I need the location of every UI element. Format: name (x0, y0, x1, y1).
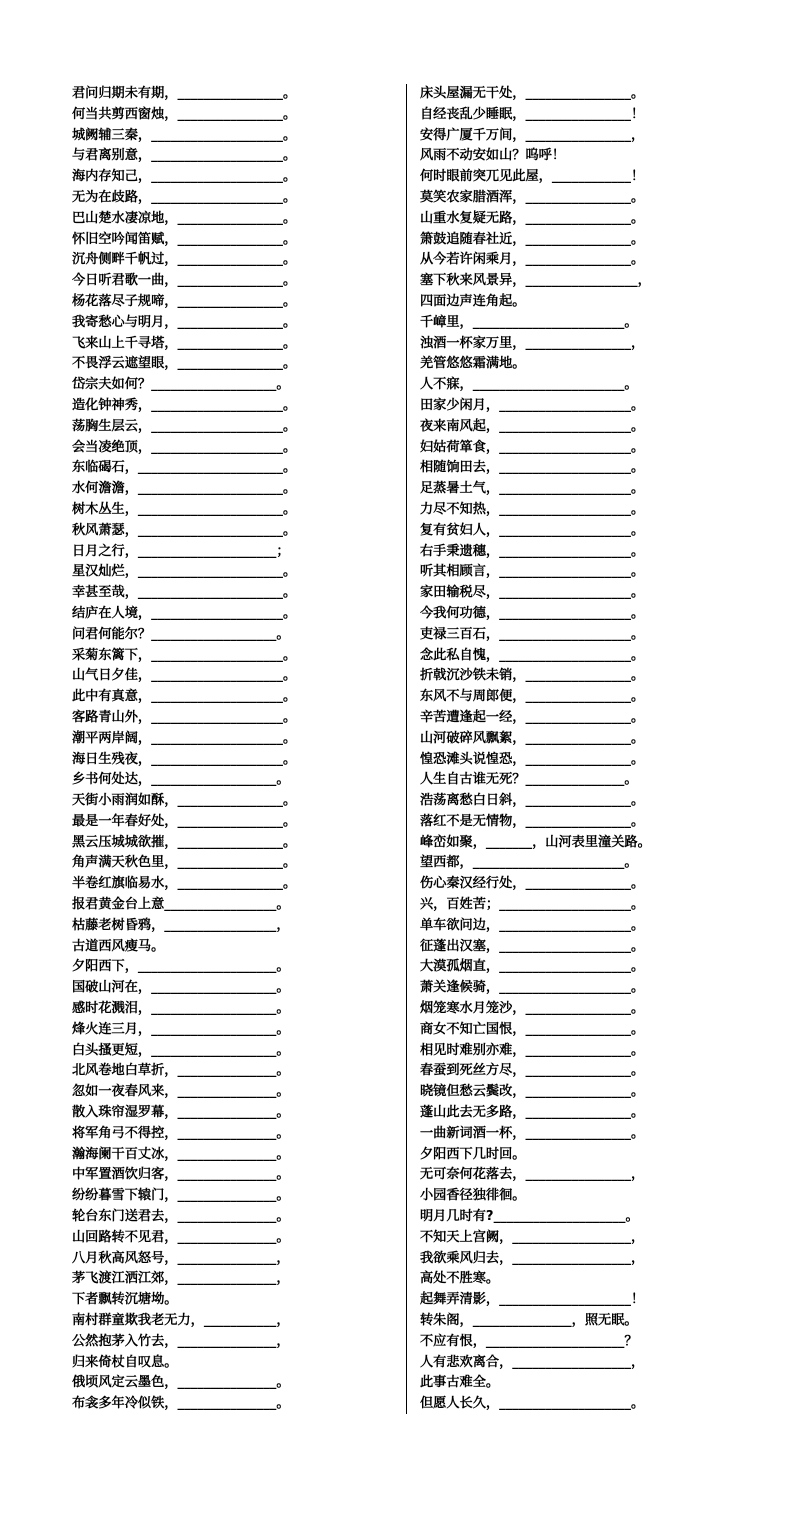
poem-line: 散入珠帘湿罗幕，_______________。 (72, 1105, 290, 1121)
poem-line: 怀旧空吟闻笛赋，________________。 (72, 231, 297, 247)
poem-line: 征蓬出汉塞，____________________。 (420, 938, 645, 954)
poem-line: 夕阳西下几时回。 (420, 1146, 526, 1162)
poem-line: 巴山楚水凄凉地，________________。 (72, 210, 297, 226)
poem-line: 千嶂里，_______________________。 (420, 314, 638, 330)
poem-line: 折戟沉沙铁未销，________________。 (420, 668, 645, 684)
poem-line: 此中有真意，____________________。 (72, 689, 297, 705)
poem-line: 归来倚杖自叹息。 (72, 1354, 178, 1370)
poem-line: 俄顷风定云墨色，_______________。 (72, 1375, 290, 1391)
poem-line: 茅飞渡江洒江郊，_______________， (72, 1271, 290, 1287)
poem-line: 浩荡离愁白日斜，________________。 (420, 793, 645, 809)
poem-line: 箫鼓追随春社近，________________。 (420, 231, 645, 247)
poem-line: 山回路转不见君，_______________。 (72, 1229, 290, 1245)
poem-line: 树木丛生，______________________。 (72, 501, 297, 517)
poem-line: 北风卷地白草折，_______________。 (72, 1063, 290, 1079)
poem-line: 但愿人长久，____________________。 (420, 1396, 645, 1412)
poem-line: 古道西风瘦马。 (72, 938, 165, 954)
poem-line: 峰峦如聚，_______，山河表里潼关路。 (420, 834, 651, 850)
poem-line: 吏禄三百石，____________________。 (420, 626, 645, 642)
poem-line: 日月之行，_____________________； (72, 543, 290, 559)
poem-line: 听其相顾言，____________________。 (420, 564, 645, 580)
poem-line: 东临碣石，______________________。 (72, 460, 297, 476)
poem-line: 角声满天秋色里，________________。 (72, 855, 297, 871)
poem-line: 不知天上宫阙，__________________， (420, 1229, 645, 1245)
poem-line: 瀚海阑干百丈冰，_______________。 (72, 1146, 290, 1162)
poem-line: 从今若许闲乘月，________________。 (420, 252, 645, 268)
poem-line: 足蒸暑土气，____________________。 (420, 481, 645, 497)
poem-line: 杨花落尽子规啼，________________。 (72, 293, 297, 309)
poem-line: 相见时难别亦难，________________。 (420, 1042, 645, 1058)
poem-line: 海内存知己，____________________。 (72, 169, 297, 185)
poem-line: 落红不是无情物，________________。 (420, 813, 645, 829)
poem-line: 采菊东篱下，____________________。 (72, 647, 297, 663)
poem-line: 报君黄金台上意_________________。 (72, 897, 290, 913)
poem-line: 相随饷田去，____________________。 (420, 460, 645, 476)
poem-line: 高处不胜寒。 (420, 1271, 500, 1287)
poem-line: 惶恐滩头说惶恐，________________。 (420, 751, 645, 767)
poem-line: 兴，百姓苦；____________________。 (420, 897, 645, 913)
poem-line: 客路青山外，____________________。 (72, 709, 297, 725)
poem-line: 八月秋高风怒号，_______________， (72, 1250, 290, 1266)
poem-line: 伤心秦汉经行处，________________。 (420, 876, 645, 892)
poem-line: 结庐在人境，____________________。 (72, 605, 297, 621)
poem-line: 会当凌绝顶，____________________。 (72, 439, 297, 455)
poem-line: 与君离别意，____________________。 (72, 148, 297, 164)
poem-line: 不畏浮云遮望眼，________________。 (72, 356, 297, 372)
poem-line: 白头搔更短，___________________。 (72, 1042, 290, 1058)
poem-line: 东风不与周郎便，________________。 (420, 689, 645, 705)
poem-line: 星汉灿烂，______________________。 (72, 564, 297, 580)
poem-line: 四面边声连角起。 (420, 293, 526, 309)
poem-line: 田家少闲月，____________________。 (420, 397, 645, 413)
poem-line: 右手秉遗穗，____________________。 (420, 543, 645, 559)
poem-line: 望西都，_______________________。 (420, 855, 638, 871)
poem-line: 布衾多年冷似铁，_______________。 (72, 1396, 290, 1412)
poem-line: 烟笼寒水月笼沙，________________。 (420, 1001, 645, 1017)
poem-line: 中军置酒饮归客，_______________。 (72, 1167, 290, 1183)
poem-line: 小园香径独徘徊。 (420, 1188, 526, 1204)
poem-line: 半卷红旗临易水，________________。 (72, 876, 297, 892)
column-divider (406, 84, 407, 1414)
poem-line: 商女不知亡国恨，________________。 (420, 1021, 645, 1037)
poem-line: 荡胸生层云，____________________。 (72, 418, 297, 434)
poem-line: 浊酒一杯家万里，________________， (420, 335, 645, 351)
poem-line: 风雨不动安如山？呜呼！ (420, 148, 566, 164)
poem-line: 城阙辅三秦，____________________。 (72, 127, 297, 143)
poem-line: 天街小雨润如酥，________________。 (72, 793, 297, 809)
poem-line: 蓬山此去无多路，________________。 (420, 1105, 645, 1121)
poem-line: 我欲乘风归去，__________________， (420, 1250, 645, 1266)
poem-line: 岱宗夫如何？___________________。 (72, 377, 290, 393)
poem-line: 无可奈何花落去，________________， (420, 1167, 645, 1183)
poem-line: 何时眼前突兀见此屋，____________！ (420, 169, 645, 185)
poem-line: 君问归期未有期，________________。 (72, 86, 297, 101)
poem-line: 烽火连三月，___________________。 (72, 1021, 290, 1037)
poem-line: 家田输税尽，____________________。 (420, 585, 645, 601)
poem-line: 明月几时有?____________________。 (420, 1209, 639, 1225)
poem-line: 转朱阁，_______________，照无眠。 (420, 1313, 638, 1329)
poem-line: 公然抱茅入竹去，_______________， (72, 1333, 290, 1349)
poem-line: 海日生残夜，____________________。 (72, 751, 297, 767)
poem-line: 问君何能尔？___________________。 (72, 626, 290, 642)
poem-line: 莫笑农家腊酒浑，________________。 (420, 189, 645, 205)
left-column (72, 84, 400, 1415)
poem-line: 飞来山上千寻塔，________________。 (72, 335, 297, 351)
poem-line: 水何澹澹，______________________。 (72, 481, 297, 497)
poem-line: 潮平两岸阔，____________________。 (72, 730, 297, 746)
poem-line: 一曲新词酒一杯，________________。 (420, 1125, 645, 1141)
poem-line: 枯藤老树昏鸦，_________________， (72, 917, 290, 933)
poem-line: 妇姑荷箪食，____________________。 (420, 439, 645, 455)
poem-line: 幸甚至哉，______________________。 (72, 585, 297, 601)
poem-line: 单车欲问边，____________________。 (420, 917, 645, 933)
poem-line: 床头屋漏无干处，________________。 (420, 86, 645, 101)
poem-line: 最是一年春好处，________________。 (72, 813, 297, 829)
poem-line: 复有贫妇人，____________________。 (420, 522, 645, 538)
poem-line: 山气日夕佳，____________________。 (72, 668, 297, 684)
poem-line: 人生自古谁无死？_______________。 (420, 772, 638, 788)
poem-line: 夜来南风起，____________________。 (420, 418, 645, 434)
poem-line: 自经丧乱少睡眠，________________！ (420, 106, 645, 122)
poem-line: 晓镜但愁云鬓改，________________。 (420, 1084, 645, 1100)
poem-line: 大漠孤烟直，____________________。 (420, 959, 645, 975)
right-column (420, 84, 780, 1415)
poem-line: 山重水复疑无路，________________。 (420, 210, 645, 226)
poem-line: 羌管悠悠霜满地。 (420, 356, 526, 372)
poem-line: 念此私自愧，____________________。 (420, 647, 645, 663)
poem-line: 将军角弓不得控，_______________。 (72, 1125, 290, 1141)
poem-line: 安得广厦千万间，________________， (420, 127, 645, 143)
poem-line: 人不寐，_______________________。 (420, 377, 638, 393)
poem-line: 无为在歧路，____________________。 (72, 189, 297, 205)
poem-line: 黑云压城城欲摧，________________。 (72, 834, 297, 850)
poem-line: 力尽不知热，____________________。 (420, 501, 645, 517)
poem-line: 春蚕到死丝方尽，________________。 (420, 1063, 645, 1079)
poem-line: 夕阳西下，_____________________。 (72, 959, 290, 975)
poem-line: 感时花溅泪，___________________。 (72, 1001, 290, 1017)
poem-line: 乡书何处达，___________________。 (72, 772, 290, 788)
poem-line: 国破山河在，___________________。 (72, 980, 290, 996)
poem-line: 萧关逢候骑，____________________。 (420, 980, 645, 996)
poem-line: 今日听君歌一曲，________________。 (72, 273, 297, 289)
poem-line: 秋风萧瑟，______________________。 (72, 522, 297, 538)
poem-line: 造化钟神秀，____________________。 (72, 397, 297, 413)
poem-line: 不应有恨，_____________________？ (420, 1333, 638, 1349)
poem-line: 山河破碎风飘絮，________________。 (420, 730, 645, 746)
poem-line: 今我何功德，____________________。 (420, 605, 645, 621)
poem-line: 轮台东门送君去，_______________。 (72, 1209, 290, 1225)
poem-line: 下者飘转沉塘坳。 (72, 1292, 178, 1308)
poem-line: 何当共剪西窗烛，________________。 (72, 106, 297, 122)
poem-line: 我寄愁心与明月，________________。 (72, 314, 297, 330)
poem-line: 沉舟侧畔千帆过，________________。 (72, 252, 297, 268)
poem-line: 起舞弄清影，____________________！ (420, 1292, 645, 1308)
poem-line: 此事古难全。 (420, 1375, 500, 1391)
poem-line: 人有悲欢离合，__________________， (420, 1354, 645, 1370)
poem-line: 纷纷暮雪下辕门，_______________。 (72, 1188, 290, 1204)
poem-line: 辛苦遭逢起一经，________________。 (420, 709, 645, 725)
poem-line: 南村群童欺我老无力，___________， (72, 1313, 290, 1329)
poem-line: 忽如一夜春风来，_______________。 (72, 1084, 290, 1100)
poem-line: 塞下秋来风景异，_________________， (420, 273, 651, 289)
